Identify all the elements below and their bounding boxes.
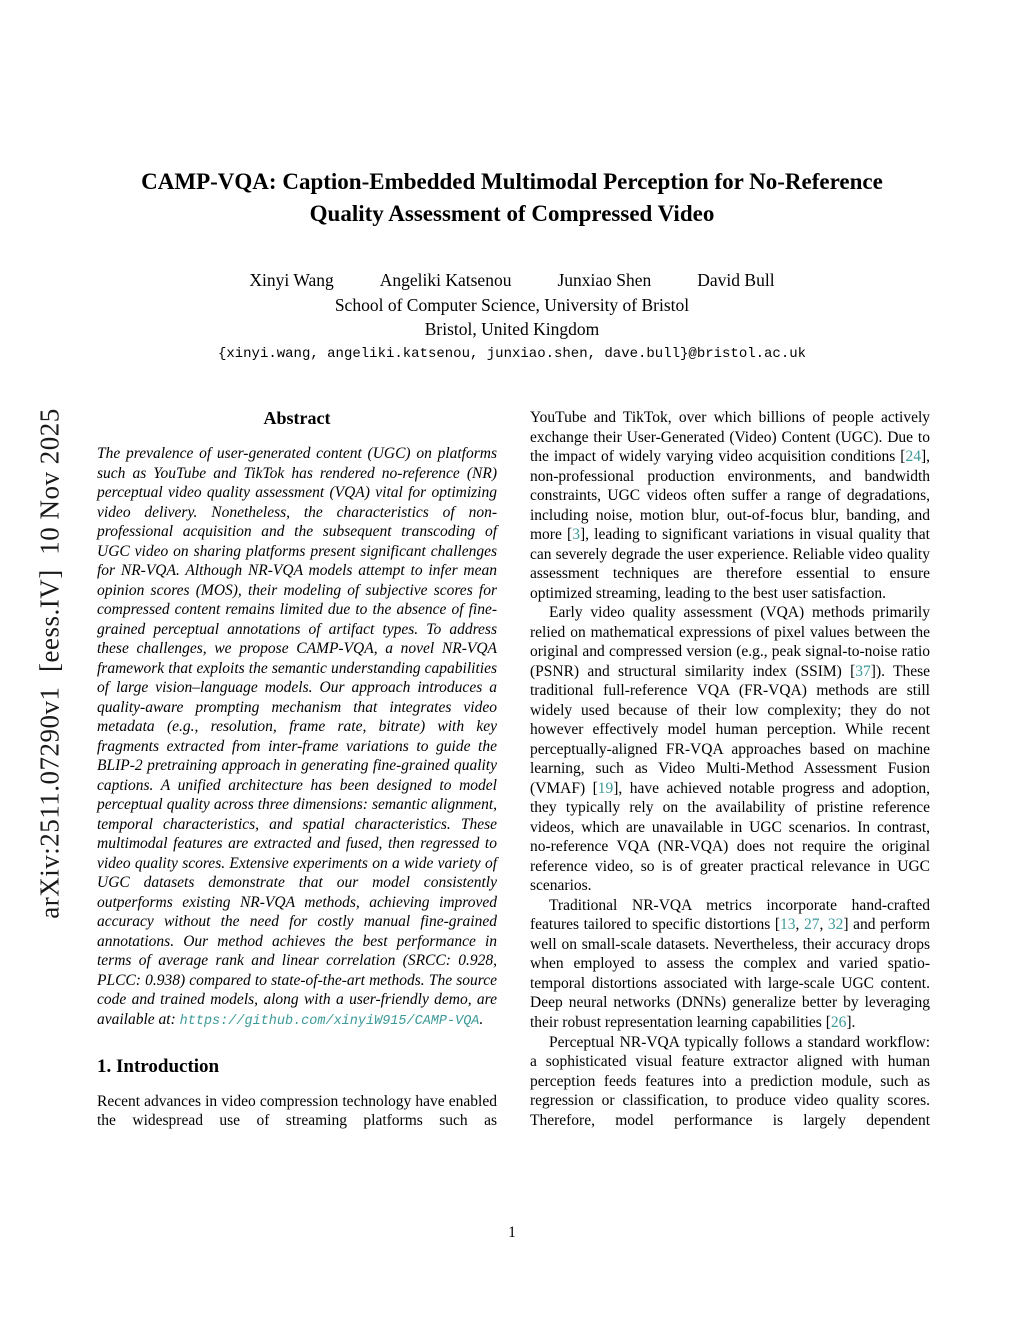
author-name: David Bull [697, 270, 775, 290]
affiliation-line: Bristol, United Kingdom [424, 319, 600, 339]
left-column [97, 408, 497, 1131]
author-name: Angeliki Katsenou [379, 270, 512, 290]
two-column-body [97, 408, 930, 1131]
author-emails: {xinyi.wang, angeliki.katsenou, junxiao.shen, dave.bull}@bristol.ac.uk [217, 346, 807, 362]
section-heading-introduction: 1. Introduction [97, 1055, 220, 1077]
github-link[interactable]: https://github.com/xinyiW915/CAMP-VQA [179, 1013, 480, 1029]
citation-link[interactable]: 26 [830, 1013, 847, 1031]
citation-link[interactable]: 27 [803, 916, 820, 934]
paragraph: Early video quality assessment (VQA) methods primarily relied on mathematical expressions of pixel values between the original and compressed version (e.g., peak signal-to-noise ratio (PSNR) and structural similarity index (SSIM) [37]). These traditional full-reference VQA (FR-VQA) methods are still widely used because of their low complexity; they do not however effectively model human perception. While recent perceptually-aligned FR-VQA approaches based on machine learning, such as Video Multi-Method Assessment Fusion (VMAF) [19], have achieved notable progress and adoption, they typically rely on the availability of pristine reference videos, which are unavailable in UGC scenarios. In contrast, no-reference VQA (NR-VQA) does not require the original reference video, so is of greater practical relevance in UGC scenarios. [530, 604, 930, 895]
abstract-text: The prevalence of user-generated content (UGC) on platforms such as YouTube and TikTok has rendered no-reference (NR) perceptual video quality assessment (VQA) vital for optimizing video delivery. Nonetheless, the characteristics of non-professional acquisition and the subsequent transcoding of UGC video on sharing platforms present significant challenges for NR-VQA. Although NR-VQA models attempt to infer mean opinion scores (MOS), their modeling of subjective scores for compressed content remains limited due to the absence of fine-grained perceptual annotations of artifact types. To address these challenges, we propose CAMP-VQA, a novel NR-VQA framework that exploits the semantic understanding capabilities of large vision–language models. Our approach introduces a quality-aware prompting mechanism that integrates video metadata (e.g., resolution, frame rate, bitrate) with key fragments extracted from inter-frame variations to guide the BLIP-2 pretraining approach in generating fine-grained quality captions. A unified architecture has been designed to model perceptual quality across three dimensions: semantic alignment, temporal characteristics, and spatial characteristics. These multimodal features are extracted and fused, then regressed to video quality scores. Extensive experiments on a wide variety of UGC datasets demonstrate that our model consistently outperforms existing NR-VQA methods, achieving improved accuracy without the need for costly manual fine-grained annotations. Our method achieves the best performance in terms of average rank and linear correlation (SRCC: 0.928, PLCC: 0.938) compared to state-of-the-art methods. The source code and trained models, along with a user-friendly demo, are available at: https://github.com/xinyiW915/CAMP-VQA. [97, 445, 497, 1029]
author-name: Junxiao Shen [557, 270, 652, 290]
citation-link[interactable]: 24 [905, 448, 921, 466]
citation-link[interactable]: 32 [827, 916, 844, 934]
paragraph: Traditional NR-VQA metrics incorporate hand-crafted features tailored to specific distortions [13, 27, 32] and perform well on small-scale datasets. Nevertheless, their accuracy drops when employed to assess the complex and varied spatio-temporal distortions associated with large-scale UGC content. Deep neural networks (DNNs) generalize better by leveraging their robust representation learning capabilities [26]. [530, 896, 930, 1031]
affiliation-line: School of Computer Science, University of Bristol [334, 295, 690, 315]
paper-title-line2: Quality Assessment of Compressed Video [309, 201, 715, 226]
citation-link[interactable]: 19 [597, 779, 614, 797]
paragraph: Perceptual NR-VQA typically follows a standard workflow: a sophisticated visual feature extractor aligned with human perception feeds features into a prediction module, such as regression or classification, to produce video quality scores. Therefore, model performance is largely dependent [530, 1033, 930, 1129]
paragraph: Recent advances in video compression technology have enabled the widespread use of streaming platforms such as [97, 1092, 497, 1130]
citation-link[interactable]: 37 [855, 662, 871, 680]
paragraph: YouTube and TikTok, over which billions of people actively exchange their User-Generated (Video) Content (UGC). Due to the impact of widely varying video acquisition conditions [24], non-professional production environments, and bandwidth constraints, UGC videos often suffer a range of degradations, including noise, motion blur, out-of-focus blur, banding, and more [3], leading to significant variations in visual quality that can severely degrade the user experience. Reliable video quality assessment techniques are therefore essential to ensure optimized streaming, leading to the best user satisfaction. [530, 409, 930, 602]
arxiv-watermark: arXiv:2511.07290v1 [eess.IV] 10 Nov 2025 [34, 408, 65, 919]
author-list [0, 270, 1024, 291]
citation-link[interactable]: 3 [572, 526, 580, 544]
right-column [530, 408, 930, 1131]
abstract-heading: Abstract [263, 408, 331, 428]
paper-title-line1: CAMP-VQA: Caption-Embedded Multimodal Perception for No-Reference [141, 169, 883, 194]
page-number: 1 [508, 1224, 516, 1241]
paper-title [0, 166, 1024, 230]
citation-link[interactable]: 13 [780, 916, 796, 934]
author-name: Xinyi Wang [249, 270, 334, 290]
